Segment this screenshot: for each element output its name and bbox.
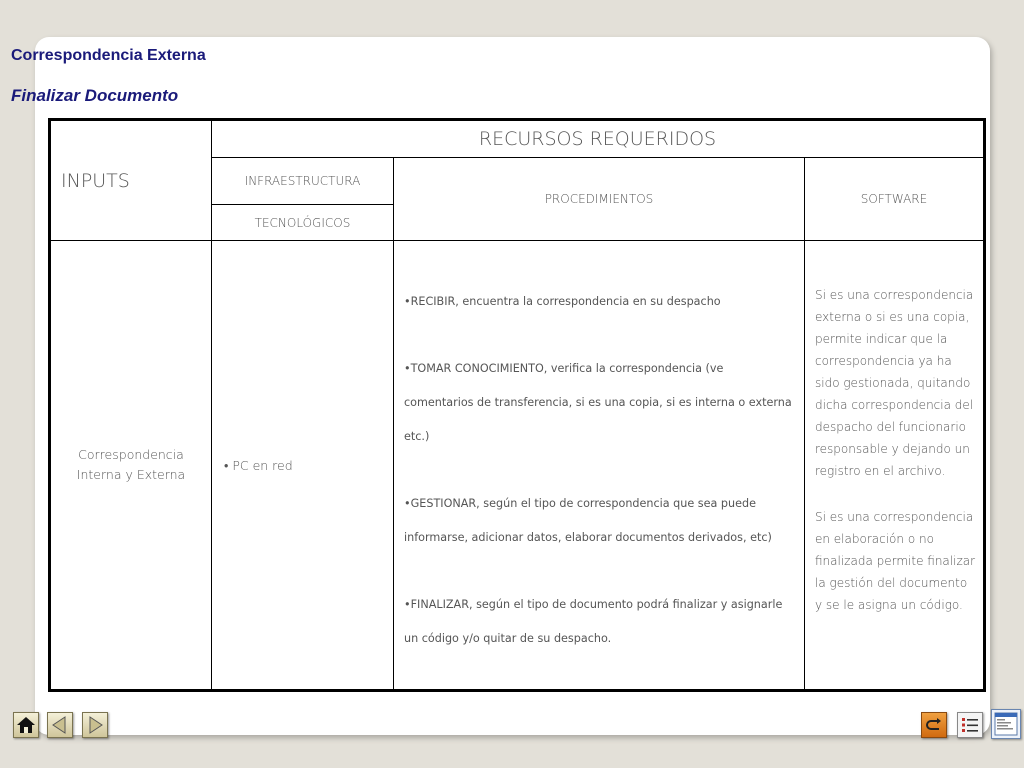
input-value-cell <box>50 241 212 691</box>
arrow-left-icon <box>50 715 70 735</box>
procedure-item: •RECIBIR, encuentra la correspondencia en su despacho <box>404 295 721 308</box>
arrow-right-icon <box>85 715 105 735</box>
tecnologicos-header: TECNOLÓGICOS <box>212 205 394 241</box>
procedure-item: •TOMAR CONOCIMIENTO, verifica la correspondencia (ve comentarios de transferencia, si es una copia, si es interna o externa etc.) <box>404 362 792 443</box>
recursos-header: RECURSOS REQUERIDOS <box>212 120 985 158</box>
return-icon <box>924 715 944 735</box>
procedimientos-header: PROCEDIMIENTOS <box>394 158 805 241</box>
home-icon <box>16 715 36 735</box>
page-subtitle: Finalizar Documento <box>11 86 179 105</box>
resources-table <box>48 118 986 692</box>
window-icon <box>994 712 1018 736</box>
return-button[interactable] <box>921 712 947 738</box>
list-icon <box>960 715 980 735</box>
software-paragraph: Si es una correspondencia externa o si es una copia, permite indicar que la correspondencia ya ha sido gestionada, quitando dicha correspondencia del despacho del funcionario responsable y dejando un registro en el archivo. <box>815 288 974 478</box>
home-button[interactable] <box>13 712 39 738</box>
next-button[interactable] <box>82 712 108 738</box>
outline-button[interactable] <box>957 712 983 738</box>
page-title: Correspondencia Externa <box>11 47 206 64</box>
window-button[interactable] <box>991 709 1021 739</box>
infra-value: • PC en red <box>212 241 394 691</box>
procedure-item: •GESTIONAR, según el tipo de correspondencia que sea puede informarse, adicionar datos, elaborar documentos derivados, etc) <box>404 497 772 544</box>
procedure-item: •FINALIZAR, según el tipo de documento podrá finalizar y asignarle un código y/o quitar de su despacho. <box>404 598 783 645</box>
software-header: SOFTWARE <box>805 158 985 241</box>
input-value-line1: Correspondencia <box>78 447 184 462</box>
inputs-header: INPUTS <box>50 120 212 241</box>
previous-button[interactable] <box>47 712 73 738</box>
software-paragraph: Si es una correspondencia en elaboración o no finalizada permite finalizar la gestión del documento y se le asigna un código. <box>815 510 976 612</box>
infraestructura-header: INFRAESTRUCTURA <box>212 158 394 205</box>
software-cell <box>805 241 985 691</box>
input-value-line2: Interna y Externa <box>76 467 186 482</box>
procedimientos-cell <box>394 241 805 691</box>
